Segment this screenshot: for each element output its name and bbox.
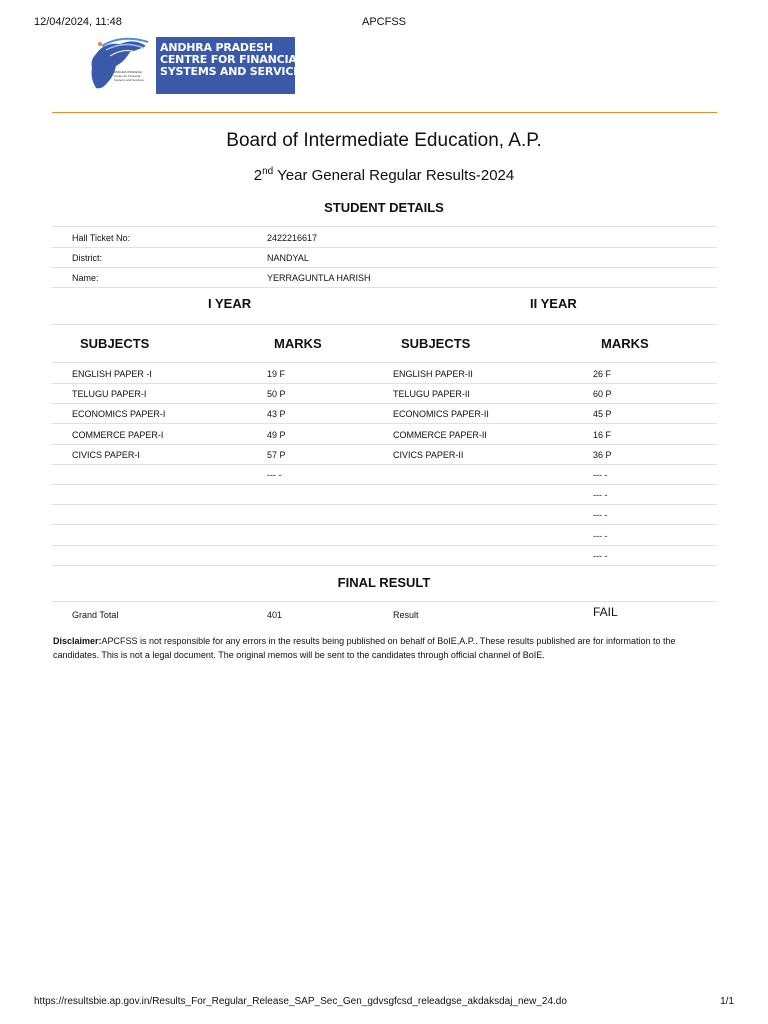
detail-value: NANDYAL xyxy=(267,253,309,263)
marks-row xyxy=(52,484,717,505)
marks-year2: 26 F xyxy=(593,369,612,379)
detail-label: District: xyxy=(72,253,102,263)
detail-value: 2422216617 xyxy=(267,233,318,243)
subjects-header-year2: SUBJECTS xyxy=(401,336,471,351)
page-url: https://resultsbie.ap.gov.in/Results_For_Regular_Release_SAP_Sec_Gen_gdvsgfcsd_releadgse_akdaksdaj_new_24.do xyxy=(34,996,567,1007)
subject-year2: ENGLISH PAPER-II xyxy=(393,369,473,379)
second-year-heading: II YEAR xyxy=(530,296,577,311)
marks-year2: --- - xyxy=(593,530,608,541)
result-value: FAIL xyxy=(593,605,618,619)
result-title: 2nd Year General Regular Results-2024 xyxy=(253,166,515,184)
subject-year2: CIVICS PAPER-II xyxy=(393,449,464,460)
detail-label: Hall Ticket No: xyxy=(72,233,131,243)
print-header xyxy=(34,16,734,30)
logo-text-box xyxy=(156,37,309,94)
marks-year2: 45 P xyxy=(593,409,612,420)
logo-small-text: ANDHRA PRADESH Centre for Financial Systems and Services xyxy=(114,70,144,82)
print-datetime: 12/04/2024, 11:48 xyxy=(34,16,122,28)
marks-row xyxy=(52,545,717,566)
logo-line: ANDHRA PRADESH xyxy=(160,41,273,54)
print-title: APCFSS xyxy=(361,16,406,28)
marks-year1: 57 P xyxy=(267,449,286,460)
subject-year2: ECONOMICS PAPER-II xyxy=(393,409,489,420)
marks-year2: 16 F xyxy=(593,429,612,440)
print-footer xyxy=(34,996,734,1007)
marks-year2: --- - xyxy=(593,490,608,501)
marks-row xyxy=(52,504,717,525)
logo-line: CENTRE FOR FINANCIAL xyxy=(160,53,304,66)
subjects-header-year1: SUBJECTS xyxy=(80,336,150,351)
marks-year1: 50 P xyxy=(267,389,286,400)
marks-row xyxy=(52,464,717,485)
marks-row xyxy=(52,403,717,424)
result-label: Result xyxy=(393,610,419,620)
marks-row xyxy=(52,525,717,546)
final-result-row xyxy=(52,602,717,624)
header-divider xyxy=(52,112,717,113)
board-title: Board of Intermediate Education, A.P. xyxy=(226,130,542,151)
marks-year2: --- - xyxy=(593,510,608,521)
subject-year1: ENGLISH PAPER -I xyxy=(72,369,152,379)
marks-year1: 43 P xyxy=(267,409,286,420)
marks-header-year1: MARKS xyxy=(274,336,322,351)
marks-row xyxy=(52,444,717,465)
student-details-heading: STUDENT DETAILS xyxy=(324,200,444,215)
andhra-map-logo-icon xyxy=(86,36,152,96)
subject-year1: TELUGU PAPER-I xyxy=(72,389,147,400)
page-number: 1/1 xyxy=(720,996,734,1007)
apcfss-logo xyxy=(86,36,309,96)
detail-row-name xyxy=(52,267,717,288)
detail-label: Name: xyxy=(72,273,99,283)
marks-header-year2: MARKS xyxy=(601,336,649,351)
logo-line: SYSTEMS AND SERVICES xyxy=(160,65,309,78)
subject-year1: COMMERCE PAPER-I xyxy=(72,429,164,440)
detail-row-hall-ticket xyxy=(52,227,717,248)
detail-row-district xyxy=(52,247,717,268)
subject-year1: CIVICS PAPER-I xyxy=(72,449,140,460)
grand-total-label: Grand Total xyxy=(72,610,119,620)
marks-row xyxy=(52,424,717,445)
marks-row xyxy=(52,363,717,384)
marks-year2: --- - xyxy=(593,470,608,480)
divider xyxy=(52,324,717,325)
detail-value: YERRAGUNTLA HARISH xyxy=(267,273,371,283)
marks-row xyxy=(52,383,717,404)
final-result-heading: FINAL RESULT xyxy=(337,575,431,590)
disclaimer-text: APCFSS is not responsible for any errors in the results being published on behalf of BoIE,A.P.. These results published are for information to the candidates. This is not a legal document. The original memos will be sent to the candidates through official channel of BoIE. xyxy=(53,636,676,660)
marks-year2: 36 P xyxy=(593,449,612,460)
grand-total-value: 401 xyxy=(267,610,283,620)
marks-year1: --- - xyxy=(267,470,282,480)
marks-year2: --- - xyxy=(593,550,608,561)
first-year-heading: I YEAR xyxy=(208,296,252,311)
disclaimer xyxy=(53,634,716,662)
subject-year2: COMMERCE PAPER-II xyxy=(393,429,487,440)
subject-year2: TELUGU PAPER-II xyxy=(393,389,470,400)
marks-year1: 19 F xyxy=(267,369,286,379)
marks-year1: 49 P xyxy=(267,429,286,440)
marks-year2: 60 P xyxy=(593,389,612,400)
disclaimer-label: Disclaimer: xyxy=(53,636,102,646)
subject-year1: ECONOMICS PAPER-I xyxy=(72,409,166,420)
